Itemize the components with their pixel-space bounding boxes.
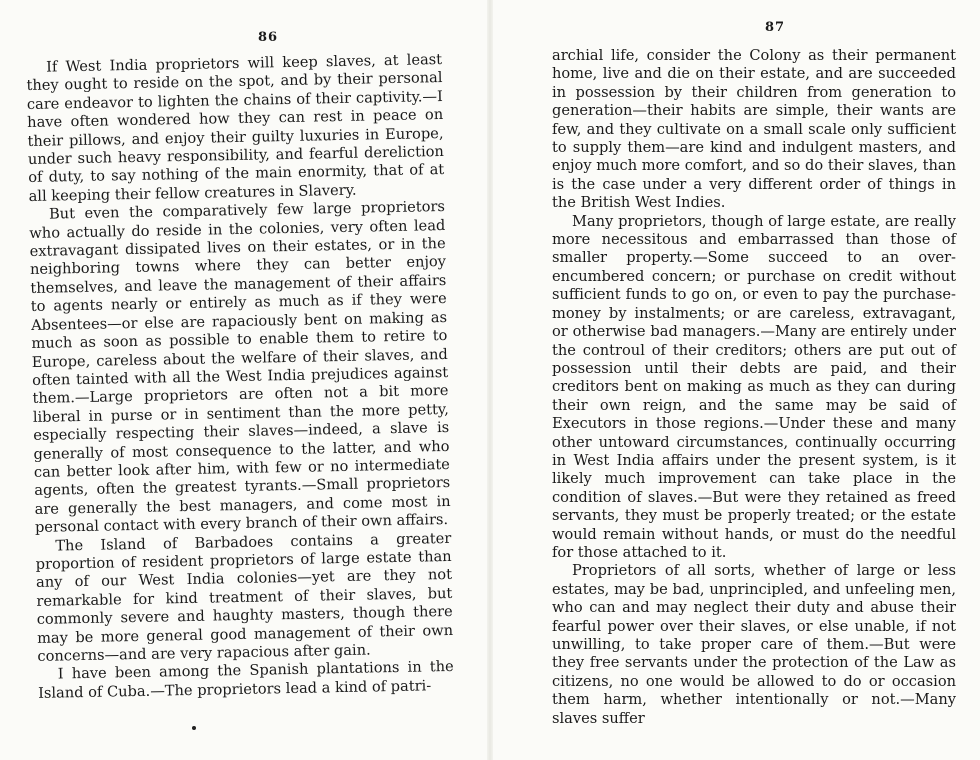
paragraph: But even the comparatively few large proprietors who actually do reside in the colonies, very often lead extravagant dissipated lives on their estates, or in the neighboring towns where they can better enjoy themselves, and leave the management of their affairs to agents nearly or entirely as much as if they were Absentees—or else are rapaciously bent on making as much as soon as possible to enable them to retire to Europe, careless about the welfare of their slaves, and often tainted with all the West India prejudices against them.—Large proprietors are often not a bit more liberal in purse or in sentiment than the more petty, especially respecting their slaves—indeed, a slave is generally of most consequence to the latter, and who can better look after him, with few or no intermediate agents, often the greatest tyrants.—Small proprietors are generally the best managers, and come most in personal contact with every branch of their own affairs. bbox=[29, 198, 451, 537]
page-number-left: 86 bbox=[257, 30, 279, 45]
left-page-text bbox=[26, 51, 454, 703]
paragraph: If West India proprietors will keep slaves, at least they ought to reside on the spot, and by their personal care endeavor to lighten the chains of their captivity.—I have often wondered how they can rest in peace on their pillows, and enjoy their guilty luxuries in Europe, under such heavy responsibility, and fearful dereliction of duty, to say nothing of the main enormity, that of at all keeping their fellow creatures in Slavery. bbox=[26, 51, 445, 205]
page-number-right: 87 bbox=[764, 20, 786, 35]
paragraph-continued: archial life, consider the Colony as their permanent home, live and die on their estate, and are succeeded in possession by their children from generation to generation—their habits are simple, their wants are few, and they cultivate on a small scale only sufficient to supply them—are kind and indulgent masters, and enjoy much more comfort, and so do their slaves, than is the case under a very different order of things in the British West Indies. bbox=[552, 47, 956, 212]
ink-speck bbox=[192, 726, 196, 730]
right-page-text bbox=[552, 47, 956, 728]
paragraph: The Island of Barbadoes contains a greater proportion of resident proprietors of large estate than any of our West India colonies—yet are they not remarkable for kind treatment of their slaves, but commonly severe and haughty masters, though there may be more general good management of their own concerns—and are very rapacious after gain. bbox=[35, 529, 454, 665]
right-page bbox=[490, 0, 980, 760]
paragraph: I have been among the Spanish plantations in the Island of Cuba.—The proprietors lead a kind of patri- bbox=[38, 658, 454, 702]
paragraph: Many proprietors, though of large estate, are really more necessitous and embarrassed than those of smaller property.—Some succeed to an over-encumbered concern; or purchase on credit without sufficient funds to go on, or even to pay the purchase-money by instalments; or are careless, extravagant, or otherwise bad managers.—Many are entirely under the controul of their creditors; others are put out of possession until their debts are paid, and their creditors bent on making as much as they can during their own reign, and the same may be said of Executors in those regions.—Under these and many other untoward circumstances, continually occurring in West India affairs under the present system, is it likely much improvement can take place in the condition of slaves.—But were they retained as freed servants, they must be properly treated; or the estate would remain without hands, or must do the needful for those attached to it. bbox=[552, 212, 956, 561]
paragraph: Proprietors of all sorts, whether of large or less estates, may be bad, unprincipled, and unfeeling men, who can and may neglect their duty and abuse their fearful power over their slaves, or else unable, if not unwilling, to take proper care of them.—But were they free servants under the protection of the Law as citizens, no one would be allowed to do or occasion them harm, whether intentionally or not.—Many slaves suffer bbox=[552, 562, 956, 727]
